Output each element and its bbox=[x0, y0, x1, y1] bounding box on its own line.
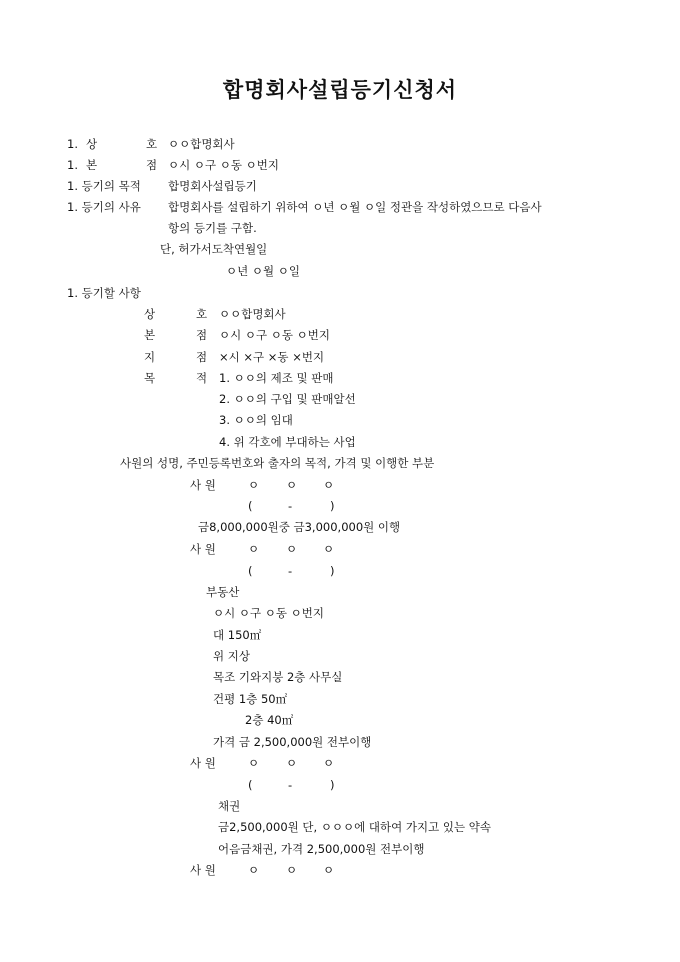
resident-number-close: ) bbox=[330, 778, 335, 792]
item-label-char: 점 bbox=[196, 350, 208, 364]
business-purpose-item: 2. ㅇㅇ의 구입 및 판매알선 bbox=[219, 392, 356, 406]
realty-building: 목조 기와지붕 2층 사무실 bbox=[213, 670, 343, 684]
member-name-placeholder: ㅇ bbox=[286, 478, 298, 492]
bond-description: 금2,500,000원 단, ㅇㅇㅇ에 대하여 가지고 있는 약속 bbox=[218, 820, 491, 834]
bond-heading: 채권 bbox=[218, 799, 241, 813]
item-label-char: 호 bbox=[196, 307, 208, 321]
item-label-char: 상 bbox=[144, 307, 156, 321]
member-name-placeholder: ㅇ bbox=[323, 863, 335, 877]
registration-reason-label: 1. 등기의 사유 bbox=[67, 200, 141, 214]
member-name-placeholder: ㅇ bbox=[286, 756, 298, 770]
item-label-char: 점 bbox=[146, 158, 158, 172]
head-office-value: ㅇ시 ㅇ구 ㅇ동 ㅇ번지 bbox=[219, 328, 330, 342]
member-name-placeholder: ㅇ bbox=[248, 863, 260, 877]
item-label-char: 목 bbox=[144, 371, 156, 385]
company-name-value: ㅇㅇ합명회사 bbox=[168, 137, 235, 151]
permit-arrival-date: ㅇ년 ㅇ월 ㅇ일 bbox=[226, 264, 300, 278]
member-name-placeholder: ㅇ bbox=[323, 542, 335, 556]
resident-number-open: ( bbox=[248, 778, 253, 792]
resident-number-open: ( bbox=[248, 564, 253, 578]
item-label-char: 본 bbox=[144, 328, 156, 342]
member-name-placeholder: ㅇ bbox=[248, 542, 260, 556]
item-number: 1. bbox=[67, 158, 78, 172]
business-purpose-item: 4. 위 각호에 부대하는 사업 bbox=[219, 435, 356, 449]
member-contribution: 금8,000,000원중 금3,000,000원 이행 bbox=[198, 520, 401, 534]
item-label-char: 적 bbox=[196, 371, 208, 385]
item-label-char: 점 bbox=[196, 328, 208, 342]
member-name-placeholder: ㅇ bbox=[323, 478, 335, 492]
registration-reason-value: 합명회사를 설립하기 위하여 ㅇ년 ㅇ월 ㅇ일 정관을 작성하였으므로 다음사 bbox=[168, 200, 542, 214]
item-label-char: 본 bbox=[86, 158, 98, 172]
business-purpose-item: 3. ㅇㅇ의 임대 bbox=[219, 413, 293, 427]
registration-purpose-label: 1. 등기의 목적 bbox=[67, 179, 141, 193]
realty-heading: 부동산 bbox=[206, 585, 240, 599]
realty-address: ㅇ시 ㅇ구 ㅇ동 ㅇ번지 bbox=[213, 606, 324, 620]
item-label-char: 호 bbox=[146, 137, 158, 151]
realty-price: 가격 금 2,500,000원 전부이행 bbox=[213, 735, 372, 749]
branch-office-value: ×시 ×구 ×동 ×번지 bbox=[219, 350, 325, 364]
head-office-value: ㅇ시 ㅇ구 ㅇ동 ㅇ번지 bbox=[168, 158, 279, 172]
resident-number-dash: - bbox=[288, 564, 293, 578]
company-name-value: ㅇㅇ합명회사 bbox=[219, 307, 286, 321]
member-label: 사 원 bbox=[190, 542, 216, 556]
resident-number-dash: - bbox=[288, 778, 293, 792]
registration-items-heading: 1. 등기할 사항 bbox=[67, 286, 141, 300]
member-name-placeholder: ㅇ bbox=[323, 756, 335, 770]
document-title: 합명회사설립등기신청서 bbox=[222, 77, 458, 102]
member-name-placeholder: ㅇ bbox=[248, 756, 260, 770]
item-number: 1. bbox=[67, 137, 78, 151]
member-name-placeholder: ㅇ bbox=[286, 542, 298, 556]
bond-description: 어음금채권, 가격 2,500,000원 전부이행 bbox=[218, 842, 425, 856]
registration-purpose-value: 합명회사설립등기 bbox=[168, 179, 257, 193]
member-name-placeholder: ㅇ bbox=[248, 478, 260, 492]
member-label: 사 원 bbox=[190, 863, 216, 877]
item-label-char: 상 bbox=[86, 137, 98, 151]
item-label-char: 지 bbox=[144, 350, 156, 364]
resident-number-close: ) bbox=[330, 499, 335, 513]
members-heading: 사원의 성명, 주민등록번호와 출자의 목적, 가격 및 이행한 부분 bbox=[120, 456, 435, 470]
resident-number-open: ( bbox=[248, 499, 253, 513]
realty-floor-area: 건평 1층 50㎡ bbox=[213, 692, 288, 706]
resident-number-close: ) bbox=[330, 564, 335, 578]
member-label: 사 원 bbox=[190, 478, 216, 492]
realty-land: 대 150㎡ bbox=[213, 628, 262, 642]
permit-arrival-label: 단, 허가서도착연월일 bbox=[160, 242, 268, 256]
realty-floor-area: 2층 40㎡ bbox=[245, 713, 294, 727]
resident-number-dash: - bbox=[288, 499, 293, 513]
member-label: 사 원 bbox=[190, 756, 216, 770]
realty-onsite: 위 지상 bbox=[213, 649, 250, 663]
member-name-placeholder: ㅇ bbox=[286, 863, 298, 877]
registration-reason-value: 항의 등기를 구함. bbox=[168, 221, 257, 235]
business-purpose-item: 1. ㅇㅇ의 제조 및 판매 bbox=[219, 371, 334, 385]
